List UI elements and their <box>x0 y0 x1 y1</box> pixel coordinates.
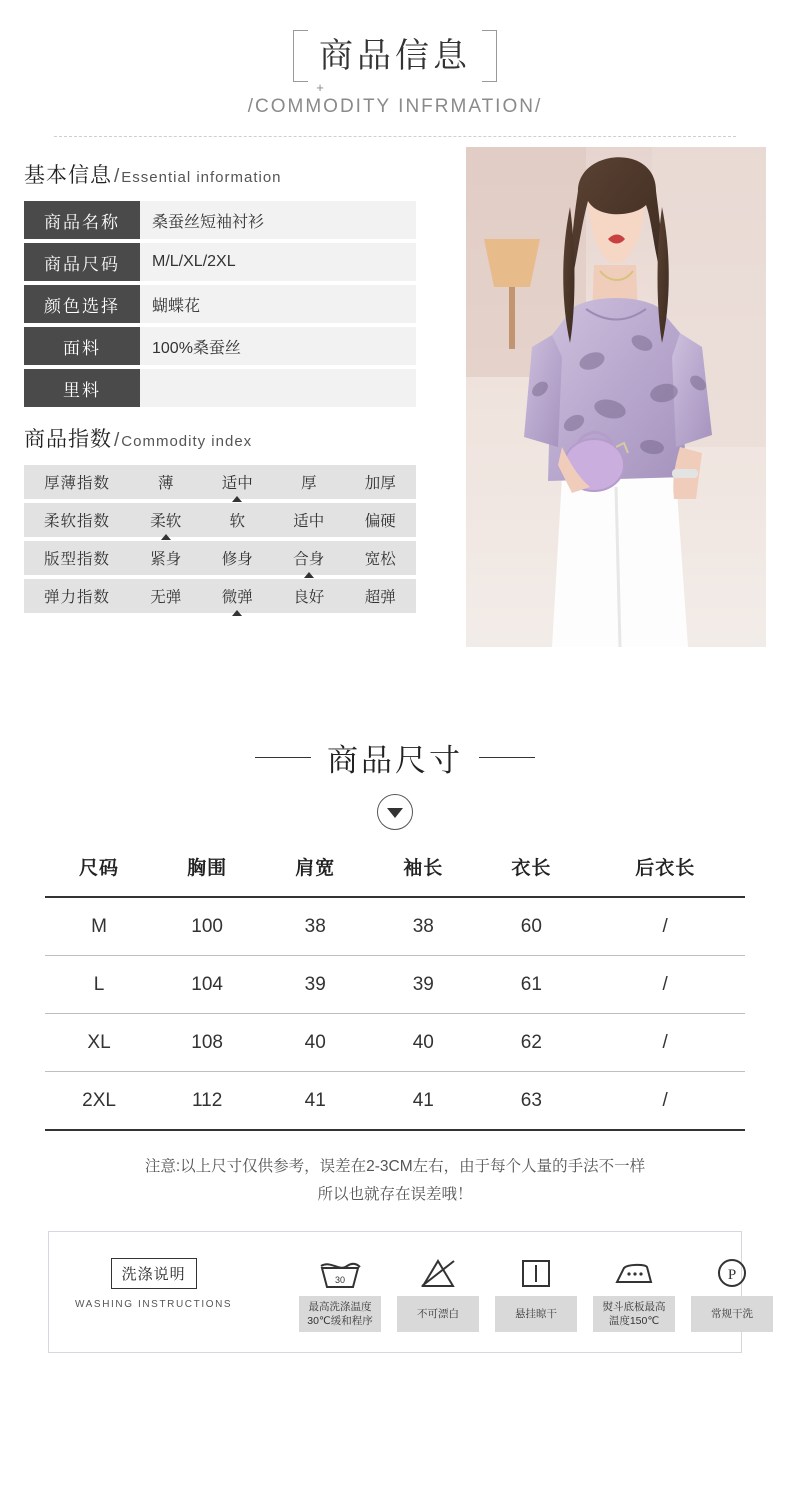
info-value: 蝴蝶花 <box>140 285 416 323</box>
washing-instructions-box <box>48 1231 753 1353</box>
svg-text:P: P <box>727 1267 737 1283</box>
selected-marker-icon <box>232 610 242 616</box>
column-header: 尺码 <box>79 858 120 879</box>
washing-icon-caption <box>691 1296 773 1332</box>
info-key: 商品名称 <box>24 201 140 239</box>
selected-marker-icon <box>304 572 314 578</box>
washing-icon-item <box>691 1250 773 1332</box>
iron-150-icon <box>593 1250 675 1296</box>
size-cell: / <box>585 1072 745 1131</box>
table-row <box>24 503 416 537</box>
svg-text:30: 30 <box>334 1275 346 1285</box>
table-row <box>45 956 745 1014</box>
index-label: 弹力指数 <box>24 579 130 613</box>
washing-icon-item <box>593 1250 675 1332</box>
size-cell: 38 <box>261 897 369 956</box>
index-option-selected: 合身 <box>273 541 345 575</box>
caption-line1: 常规干洗 <box>711 1308 753 1320</box>
index-option: 适中 <box>273 503 345 537</box>
table-row <box>24 465 416 499</box>
index-option: 厚 <box>273 465 345 499</box>
page-title-box <box>293 30 497 80</box>
washing-icon-item <box>495 1250 577 1332</box>
product-photo-image <box>466 147 766 647</box>
header-divider <box>54 136 736 137</box>
column-header: 衣长 <box>511 858 552 879</box>
size-cell: 112 <box>153 1072 261 1131</box>
heading-rule-left <box>255 757 311 758</box>
washing-tag: 洗涤说明 <box>111 1258 197 1289</box>
info-key: 颜色选择 <box>24 285 140 323</box>
index-option: 偏硬 <box>345 503 417 537</box>
size-cell: 60 <box>477 897 585 956</box>
washing-icon-caption <box>397 1296 479 1332</box>
size-cell: 100 <box>153 897 261 956</box>
page-subtitle: /COMMODITY INFRMATION/ <box>247 96 543 117</box>
table-row <box>24 243 416 281</box>
size-cell: / <box>585 956 745 1014</box>
size-cell: 39 <box>369 956 477 1014</box>
index-option: 超弹 <box>345 579 417 613</box>
table-row <box>24 285 416 323</box>
size-chart-table <box>45 852 745 1131</box>
size-cell: 104 <box>153 956 261 1014</box>
info-value <box>140 369 416 407</box>
no-bleach-icon <box>397 1250 479 1296</box>
index-option-selected: 适中 <box>202 465 274 499</box>
table-row <box>45 1014 745 1072</box>
size-note-line1: 注意:以上尺寸仅供参考，误差在2-3CM左右，由于每个人量的手法不一样 <box>144 1158 646 1175</box>
commodity-index-heading-slash: / <box>114 430 120 451</box>
index-label: 柔软指数 <box>24 503 130 537</box>
index-label: 版型指数 <box>24 541 130 575</box>
info-key: 面料 <box>24 327 140 365</box>
size-cell: XL <box>45 1014 153 1072</box>
info-value: M/L/XL/2XL <box>140 243 416 281</box>
column-header: 后衣长 <box>635 858 696 879</box>
column-header: 肩宽 <box>295 858 336 879</box>
product-photo <box>466 147 766 647</box>
index-option: 紧身 <box>130 541 202 575</box>
caption-line1: 悬挂晾干 <box>515 1308 557 1320</box>
size-cell: 62 <box>477 1014 585 1072</box>
size-cell: 40 <box>261 1014 369 1072</box>
basic-info-heading-slash: / <box>114 166 120 187</box>
size-cell: M <box>45 897 153 956</box>
size-cell: 61 <box>477 956 585 1014</box>
index-option: 无弹 <box>130 579 202 613</box>
commodity-index-heading-cn: 商品指数 <box>24 428 112 451</box>
index-option: 加厚 <box>345 465 417 499</box>
selected-marker-icon <box>161 534 171 540</box>
column-header: 袖长 <box>403 858 444 879</box>
size-note <box>0 1153 790 1209</box>
caption-line1: 熨斗底板最高 <box>602 1301 666 1313</box>
index-option: 修身 <box>202 541 274 575</box>
dry-clean-p-icon <box>691 1250 773 1296</box>
index-label: 厚薄指数 <box>24 465 130 499</box>
size-cell: / <box>585 1014 745 1072</box>
basic-info-heading-en: Essential information <box>121 169 282 186</box>
washing-icon-caption <box>593 1296 675 1332</box>
basic-info-heading-cn: 基本信息 <box>24 164 112 187</box>
page-header <box>0 0 790 137</box>
basic-info-table <box>24 197 416 411</box>
commodity-index-table <box>24 461 416 617</box>
washing-icon-item <box>397 1250 479 1332</box>
size-cell: 108 <box>153 1014 261 1072</box>
info-key: 商品尺码 <box>24 243 140 281</box>
size-section-heading <box>0 735 790 780</box>
size-cell: L <box>45 956 153 1014</box>
commodity-index-heading-en: Commodity index <box>121 433 253 450</box>
info-key: 里料 <box>24 369 140 407</box>
index-option: 软 <box>202 503 274 537</box>
selected-marker-icon <box>232 496 242 502</box>
table-row <box>24 541 416 575</box>
page-title: 商品信息 <box>319 37 471 75</box>
plus-mark: + <box>316 80 324 95</box>
size-cell: 40 <box>369 1014 477 1072</box>
washing-icon-item <box>299 1250 381 1332</box>
wash-tub-30-icon <box>299 1250 381 1296</box>
caption-line2: 30℃缓和程序 <box>307 1315 373 1327</box>
basic-info-section <box>0 159 790 669</box>
info-value: 100%桑蚕丝 <box>140 327 416 365</box>
drip-dry-icon <box>495 1250 577 1296</box>
washing-icon-list <box>299 1250 773 1332</box>
column-header: 胸围 <box>187 858 228 879</box>
size-cell: 2XL <box>45 1072 153 1131</box>
size-cell: 63 <box>477 1072 585 1131</box>
table-row <box>24 201 416 239</box>
washing-icon-caption <box>495 1296 577 1332</box>
index-option: 薄 <box>130 465 202 499</box>
table-row <box>24 327 416 365</box>
table-row <box>24 369 416 407</box>
table-header-row <box>45 852 745 897</box>
index-option: 良好 <box>273 579 345 613</box>
index-option: 宽松 <box>345 541 417 575</box>
caption-line2: 温度150℃ <box>608 1315 660 1327</box>
chevron-down-icon <box>377 794 413 830</box>
index-option-selected: 柔软 <box>130 503 202 537</box>
info-value: 桑蚕丝短袖衬衫 <box>140 201 416 239</box>
washing-tag-en: WASHING INSTRUCTIONS <box>75 1299 233 1310</box>
washing-label-group <box>75 1258 232 1310</box>
table-row <box>45 897 745 956</box>
size-cell: 38 <box>369 897 477 956</box>
size-section-title: 商品尺寸 <box>327 743 463 778</box>
washing-icon-caption <box>299 1296 381 1332</box>
index-option-selected: 微弹 <box>202 579 274 613</box>
size-note-line2: 所以也就存在误差哦！ <box>317 1186 473 1203</box>
size-cell: / <box>585 897 745 956</box>
caption-line1: 最高洗涤温度 <box>308 1301 372 1313</box>
table-row <box>45 1072 745 1131</box>
caption-line1: 不可漂白 <box>417 1308 459 1320</box>
heading-rule-right <box>479 757 535 758</box>
size-cell: 39 <box>261 956 369 1014</box>
size-cell: 41 <box>369 1072 477 1131</box>
size-cell: 41 <box>261 1072 369 1131</box>
table-row <box>24 579 416 613</box>
